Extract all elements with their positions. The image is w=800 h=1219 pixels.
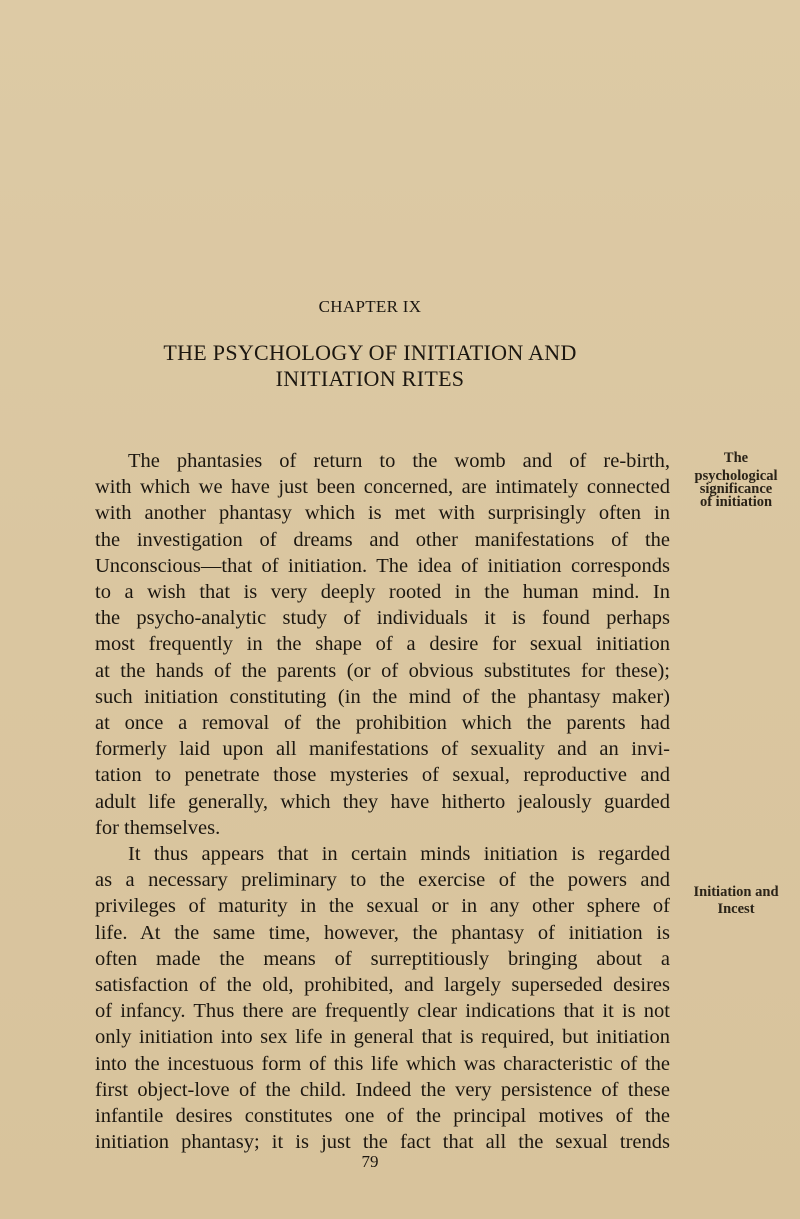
text-line: to a wish that is very deeply rooted in the human mind. In bbox=[95, 581, 670, 604]
body-text bbox=[62, 448, 670, 1155]
chapter-title-line: THE PSYCHOLOGY OF INITIATION AND bbox=[163, 340, 577, 365]
text-line: first object-love of the child. Indeed the very persistence of these bbox=[95, 1078, 670, 1101]
margin-note-line: Initiation and bbox=[693, 884, 779, 900]
text-line: most frequently in the shape of a desire for sexual initiation bbox=[95, 633, 670, 656]
text-line: adult life generally, which they have hitherto jealously guarded bbox=[95, 790, 670, 813]
text-line: It thus appears that in certain minds initiation is regarded bbox=[128, 843, 670, 866]
text-line: at once a removal of the prohibition which the parents had bbox=[95, 712, 670, 735]
text-line: often made the means of surreptitiously bringing about a bbox=[95, 947, 670, 970]
text-line: with which we have just been concerned, are intimately connected bbox=[95, 476, 670, 499]
text-line: as a necessary preliminary to the exercise of the powers and bbox=[95, 869, 670, 892]
chapter-title-line: INITIATION RITES bbox=[275, 366, 465, 391]
text-line: only initiation into sex life in general that is required, but initiation bbox=[95, 1026, 670, 1049]
text-line: such initiation constituting (in the mind of the phantasy maker) bbox=[95, 685, 670, 708]
text-line: privileges of maturity in the sexual or in any other sphere of bbox=[95, 895, 670, 918]
text-line: formerly laid upon all manifestations of sexuality and an invi- bbox=[95, 738, 670, 761]
text-line: tation to penetrate those mysteries of sexual, reproductive and bbox=[95, 764, 670, 787]
page-number: 79 bbox=[361, 1152, 379, 1171]
paragraph-2 bbox=[62, 841, 670, 1155]
margin-note-line: of initiation bbox=[699, 494, 773, 510]
text-line: The phantasies of return to the womb and of re-birth, bbox=[128, 450, 670, 472]
text-line: the psycho-analytic study of individuals it is found perhaps bbox=[95, 607, 670, 630]
margin-note-line: psychological bbox=[694, 468, 778, 484]
chapter-label: CHAPTER IX bbox=[318, 297, 422, 316]
chapter-title bbox=[40, 340, 700, 392]
paragraph-1 bbox=[62, 448, 670, 841]
margin-note-line: significance bbox=[699, 481, 773, 497]
text-line: satisfaction of the old, prohibited, and largely superseded desires bbox=[95, 974, 670, 997]
text-line: Unconscious—that of initiation. The idea of initiation corresponds bbox=[95, 554, 670, 577]
margin-note-line: Incest bbox=[717, 901, 755, 917]
text-line: with another phantasy which is met with surprisingly often in bbox=[95, 502, 670, 525]
text-line: infantile desires constitutes one of the principal motives of the bbox=[95, 1105, 670, 1128]
text-line: for themselves. bbox=[95, 816, 221, 839]
text-line: into the incestuous form of this life which was characteristic of the bbox=[95, 1052, 670, 1075]
margin-note-initiation-and-incest bbox=[680, 886, 792, 916]
text-line: initiation phantasy; it is just the fact that all the sexual trends bbox=[95, 1131, 670, 1154]
text-line: life. At the same time, however, the phantasy of initiation is bbox=[95, 921, 670, 944]
margin-note-line: The bbox=[723, 450, 749, 466]
text-line: the investigation of dreams and other manifestations of the bbox=[95, 528, 670, 551]
text-line: of infancy. Thus there are frequently clear indications that it is not bbox=[95, 1000, 670, 1023]
text-line: at the hands of the parents (or of obvious substitutes for these); bbox=[95, 659, 670, 682]
margin-note-psychological-significance bbox=[680, 452, 792, 509]
